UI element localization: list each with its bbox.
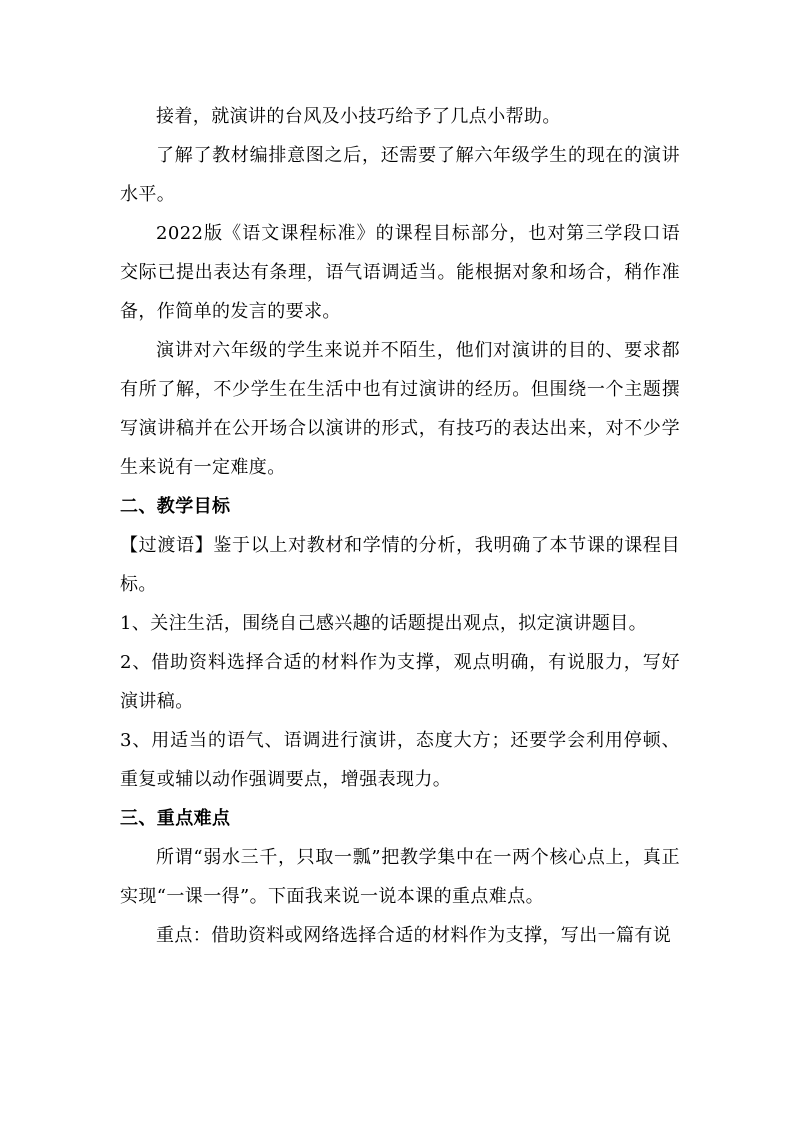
paragraph-4: 演讲对六年级的学生来说并不陌生，他们对演讲的目的、要求都有所了解，不少学生在生活中也有过演讲的经历。但围绕一个主题撰写演讲稿并在公开场合以演讲的形式，有技巧的表达出来，对不少学生来说有一定难度。: [120, 340, 680, 478]
paragraph-3: 2022版《语文课程标准》的课程目标部分，也对第三学段口语交际已提出表达有条理，语气语调适当。能根据对象和场合，稍作准备，作简单的发言的要求。: [120, 223, 680, 322]
paragraph-key-intro: 所谓“弱水三千，只取一瓢”把教学集中在一两个核心点上，真正实现“一课一得”。下面我来说一说本课的重点难点。: [120, 847, 680, 907]
section-heading-teaching-goals: 二、教学目标: [120, 496, 231, 517]
paragraph-2: 了解了教材编排意图之后，还需要了解六年级学生的现在的演讲水平。: [120, 145, 680, 205]
paragraph-key-focus: 重点：借助资料或网络选择合适的材料作为支撑，写出一篇有说: [156, 925, 672, 946]
paragraph-1: 接着，就演讲的台风及小技巧给予了几点小帮助。: [156, 106, 561, 127]
document-body: [120, 97, 680, 955]
goal-item-3: 3、用适当的语气、语调进行演讲，态度大方；还要学会利用停顿、重复或辅以动作强调要点，增强表现力。: [120, 730, 680, 790]
goal-item-2: 2、借助资料选择合适的材料作为支撑，观点明确，有说服力，写好演讲稿。: [120, 652, 680, 712]
paragraph-transition: 【过渡语】鉴于以上对教材和学情的分析，我明确了本节课的课程目标。: [120, 535, 680, 595]
section-heading-key-points: 三、重点难点: [120, 808, 231, 829]
goal-item-1: 1、关注生活，围绕自己感兴趣的话题提出观点，拟定演讲题目。: [120, 613, 648, 634]
